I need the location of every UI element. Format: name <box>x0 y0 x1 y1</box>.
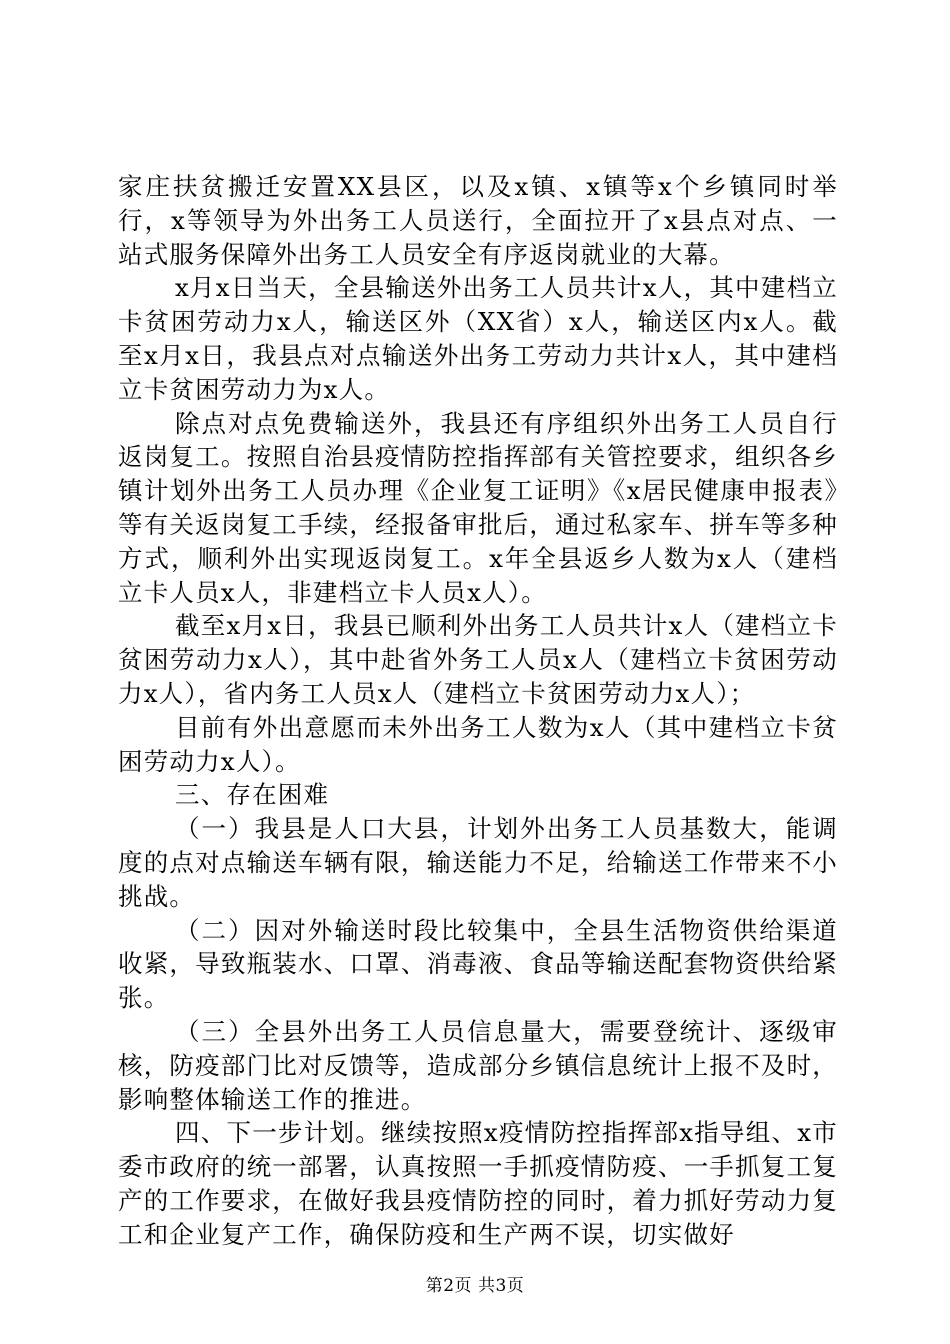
paragraph-difficulty-2: （二）因对外输送时段比较集中，全县生活物资供给渠道收紧，导致瓶装水、口罩、消毒液、食品等输送配套物资供给紧张。 <box>118 915 838 1013</box>
paragraph-difficulty-1: （一）我县是人口大县，计划外出务工人员基数大，能调度的点对点输送车辆有限，输送能力不足，给输送工作带来不小挑战。 <box>118 814 838 911</box>
paragraph-5: 目前有外出意愿而未外出务工人数为x人（其中建档立卡贫困劳动力x人）。 <box>118 712 838 776</box>
section-heading-difficulties: 三、存在困难 <box>175 780 330 810</box>
paragraph-2: x月x日当天，全县输送外出务工人员共计x人，其中建档立卡贫困劳动力x人，输送区外（XX省）x人，输送区内x人。截至x月x日，我县点对点输送外出务工劳动力共计x人，其中建档立卡贫困劳动力为x人。 <box>118 273 838 404</box>
document-body <box>118 170 838 1252</box>
page-number-label: 第2页 共3页 <box>425 1276 525 1296</box>
paragraph-next-plan: 四、下一步计划。继续按照x疫情防控指挥部x指导组、x市委市政府的统一部署，认真按照一手抓疫情防疫、一手抓复工复产的工作要求，在做好我县疫情防控的同时，着力抓好劳动力复工和企业复产工作，确保防疫和生产两不误，切实做好 <box>118 1118 838 1249</box>
paragraph-1: 家庄扶贫搬迁安置XX县区，以及x镇、x镇等x个乡镇同时举行，x等领导为外出务工人员送行，全面拉开了x县点对点、一站式服务保障外出务工人员安全有序返岗就业的大幕。 <box>118 172 838 269</box>
paragraph-difficulty-3: （三）全县外出务工人员信息量大，需要登统计、逐级审核，防疫部门比对反馈等，造成部分乡镇信息统计上报不及时，影响整体输送工作的推进。 <box>118 1016 838 1114</box>
page-footer <box>0 1275 950 1297</box>
paragraph-3: 除点对点免费输送外，我县还有序组织外出务工人员自行返岗复工。按照自治县疫情防控指挥部有关管控要求，组织各乡镇计划外出务工人员办理《企业复工证明》《x居民健康申报表》等有关返岗复工手续，经报备审批后，通过私家车、拼车等多种方式，顺利外出实现返岗复工。x年全县返乡人数为x人（建档立卡人员x人，非建档立卡人员x人）。 <box>118 408 838 607</box>
paragraph-4: 截至x月x日，我县已顺利外出务工人员共计x人（建档立卡贫困劳动力x人），其中赴省外务工人员x人（建档立卡贫困劳动力x人），省内务工人员x人（建档立卡贫困劳动力x人）； <box>118 611 838 708</box>
